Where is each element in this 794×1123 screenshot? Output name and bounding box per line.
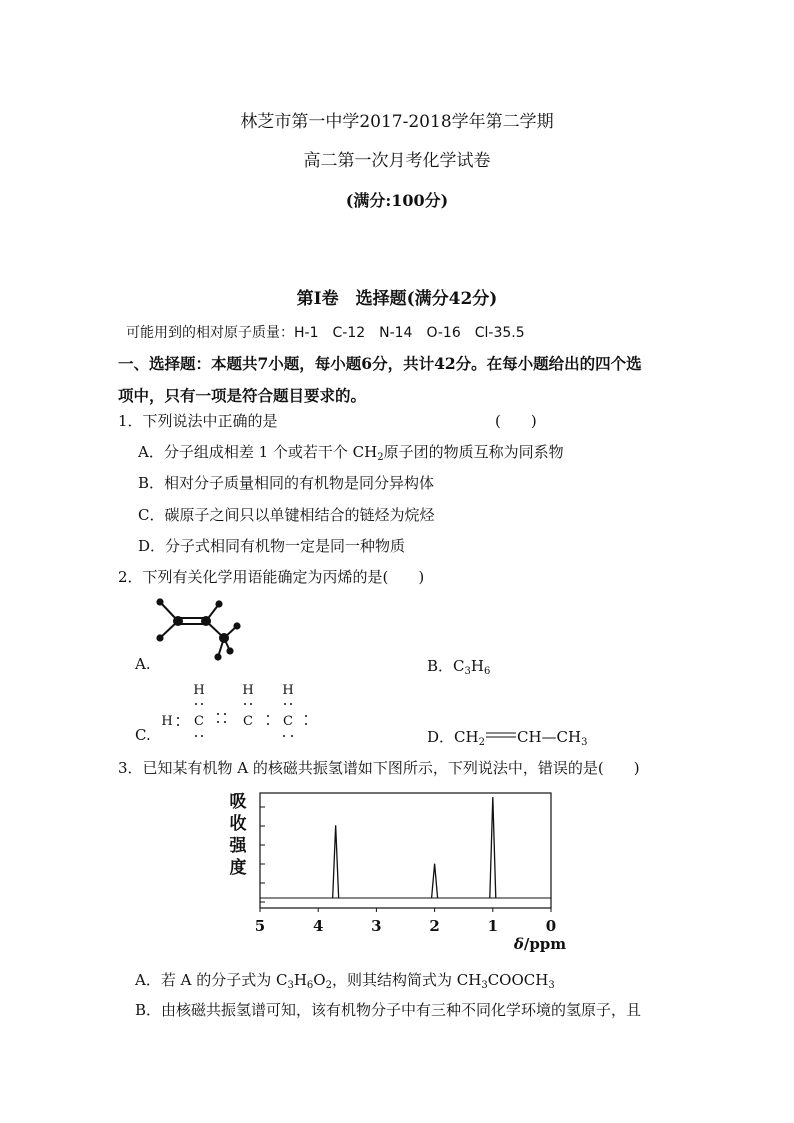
q1-option-b: B．相对分子质量相同的有机物是同分异构体 <box>138 474 435 492</box>
x-tick-label: 1 <box>487 917 499 935</box>
x-tick-label: 4 <box>312 917 324 935</box>
exam-title: 高二第一次月考化学试卷 <box>303 151 491 171</box>
q1-option-c: C．碳原子之间只以单键相结合的链烃为烷烃 <box>138 506 435 524</box>
nmr-spectrum-chart <box>218 785 578 957</box>
propene-ball-stick-model <box>150 596 250 664</box>
delta-symbol: δ <box>513 935 524 953</box>
q2-option-b: B．$C_3H_6$ <box>427 657 491 677</box>
full-score: (满分:100分) <box>345 191 449 210</box>
nmr-peak <box>333 825 339 898</box>
y-axis-label-char: 强 <box>229 836 247 856</box>
school-term-title: 林芝市第一中学2017-2018学年第二学期 <box>240 112 554 132</box>
plot-frame <box>260 793 551 908</box>
x-tick-label: 0 <box>545 917 557 935</box>
q2-stem: 2．下列有关化学用语能确定为丙烯的是( ) <box>118 568 425 586</box>
section-title: 第Ⅰ卷 选择题(满分42分) <box>296 289 498 309</box>
dot-c3: C <box>283 714 293 729</box>
dot-h-left: H <box>161 714 173 729</box>
q1-option-a: A．分子组成相差 1 个或若干个 $CH_2$原子团的物质互称为同系物 <box>138 443 564 463</box>
x-tick-label: 5 <box>254 917 266 935</box>
q2-option-d: D．$CH_2$ $CH—CH_3$ <box>427 728 588 748</box>
x-tick-label: 2 <box>429 917 440 935</box>
q3-stem: 3．已知某有机物 A 的核磁共振氢谱如下图所示，下列说法中，错误的是( ) <box>118 759 640 777</box>
dot-h-top1: H <box>193 683 205 698</box>
instructions-line1: 一、选择题：本题共7小题，每小题6分，共计42分。在每小题给出的四个选 <box>118 354 642 373</box>
q3-option-b: B．由核磁共振氢谱可知，该有机物分子中有三种不同化学环境的氢原子，且 <box>135 1001 642 1019</box>
nmr-peak <box>490 797 496 898</box>
nmr-peak <box>432 864 438 898</box>
x-tick-label: 3 <box>371 917 382 935</box>
propene-electron-dot-formula <box>158 680 313 745</box>
atomic-masses: 可能用到的相对原子质量：H-1 C-12 N-14 O-16 Cl-35.5 <box>126 325 525 341</box>
q1-stem: 1．下列说法中正确的是 <box>118 412 278 430</box>
q1-answer-paren: ( ) <box>495 412 537 430</box>
x-axis-unit: /ppm <box>523 935 567 953</box>
dot-h-top3: H <box>282 683 294 698</box>
y-axis-label-char: 吸 <box>229 792 247 812</box>
x-axis-label <box>513 935 566 953</box>
y-axis-label-char: 收 <box>229 814 247 834</box>
q2-option-a-label: A. <box>135 655 151 673</box>
y-axis-label-char: 度 <box>229 858 247 878</box>
dot-c2: C <box>243 714 253 729</box>
y-axis-label <box>229 792 248 878</box>
q2-option-c-label: C. <box>135 726 151 744</box>
q3-option-a: A．若 A 的分子式为 $C_3H_6O_2$，则其结构简式为 $CH_3COOCH_3$ <box>135 971 555 991</box>
dot-h-top2: H <box>242 683 254 698</box>
instructions-line2: 项中，只有一项是符合题目要求的。 <box>118 386 367 405</box>
double-bond-icon <box>485 730 517 740</box>
q1-option-d: D．分子式相同有机物一定是同一种物质 <box>138 537 406 555</box>
dot-c1: C <box>194 714 204 729</box>
